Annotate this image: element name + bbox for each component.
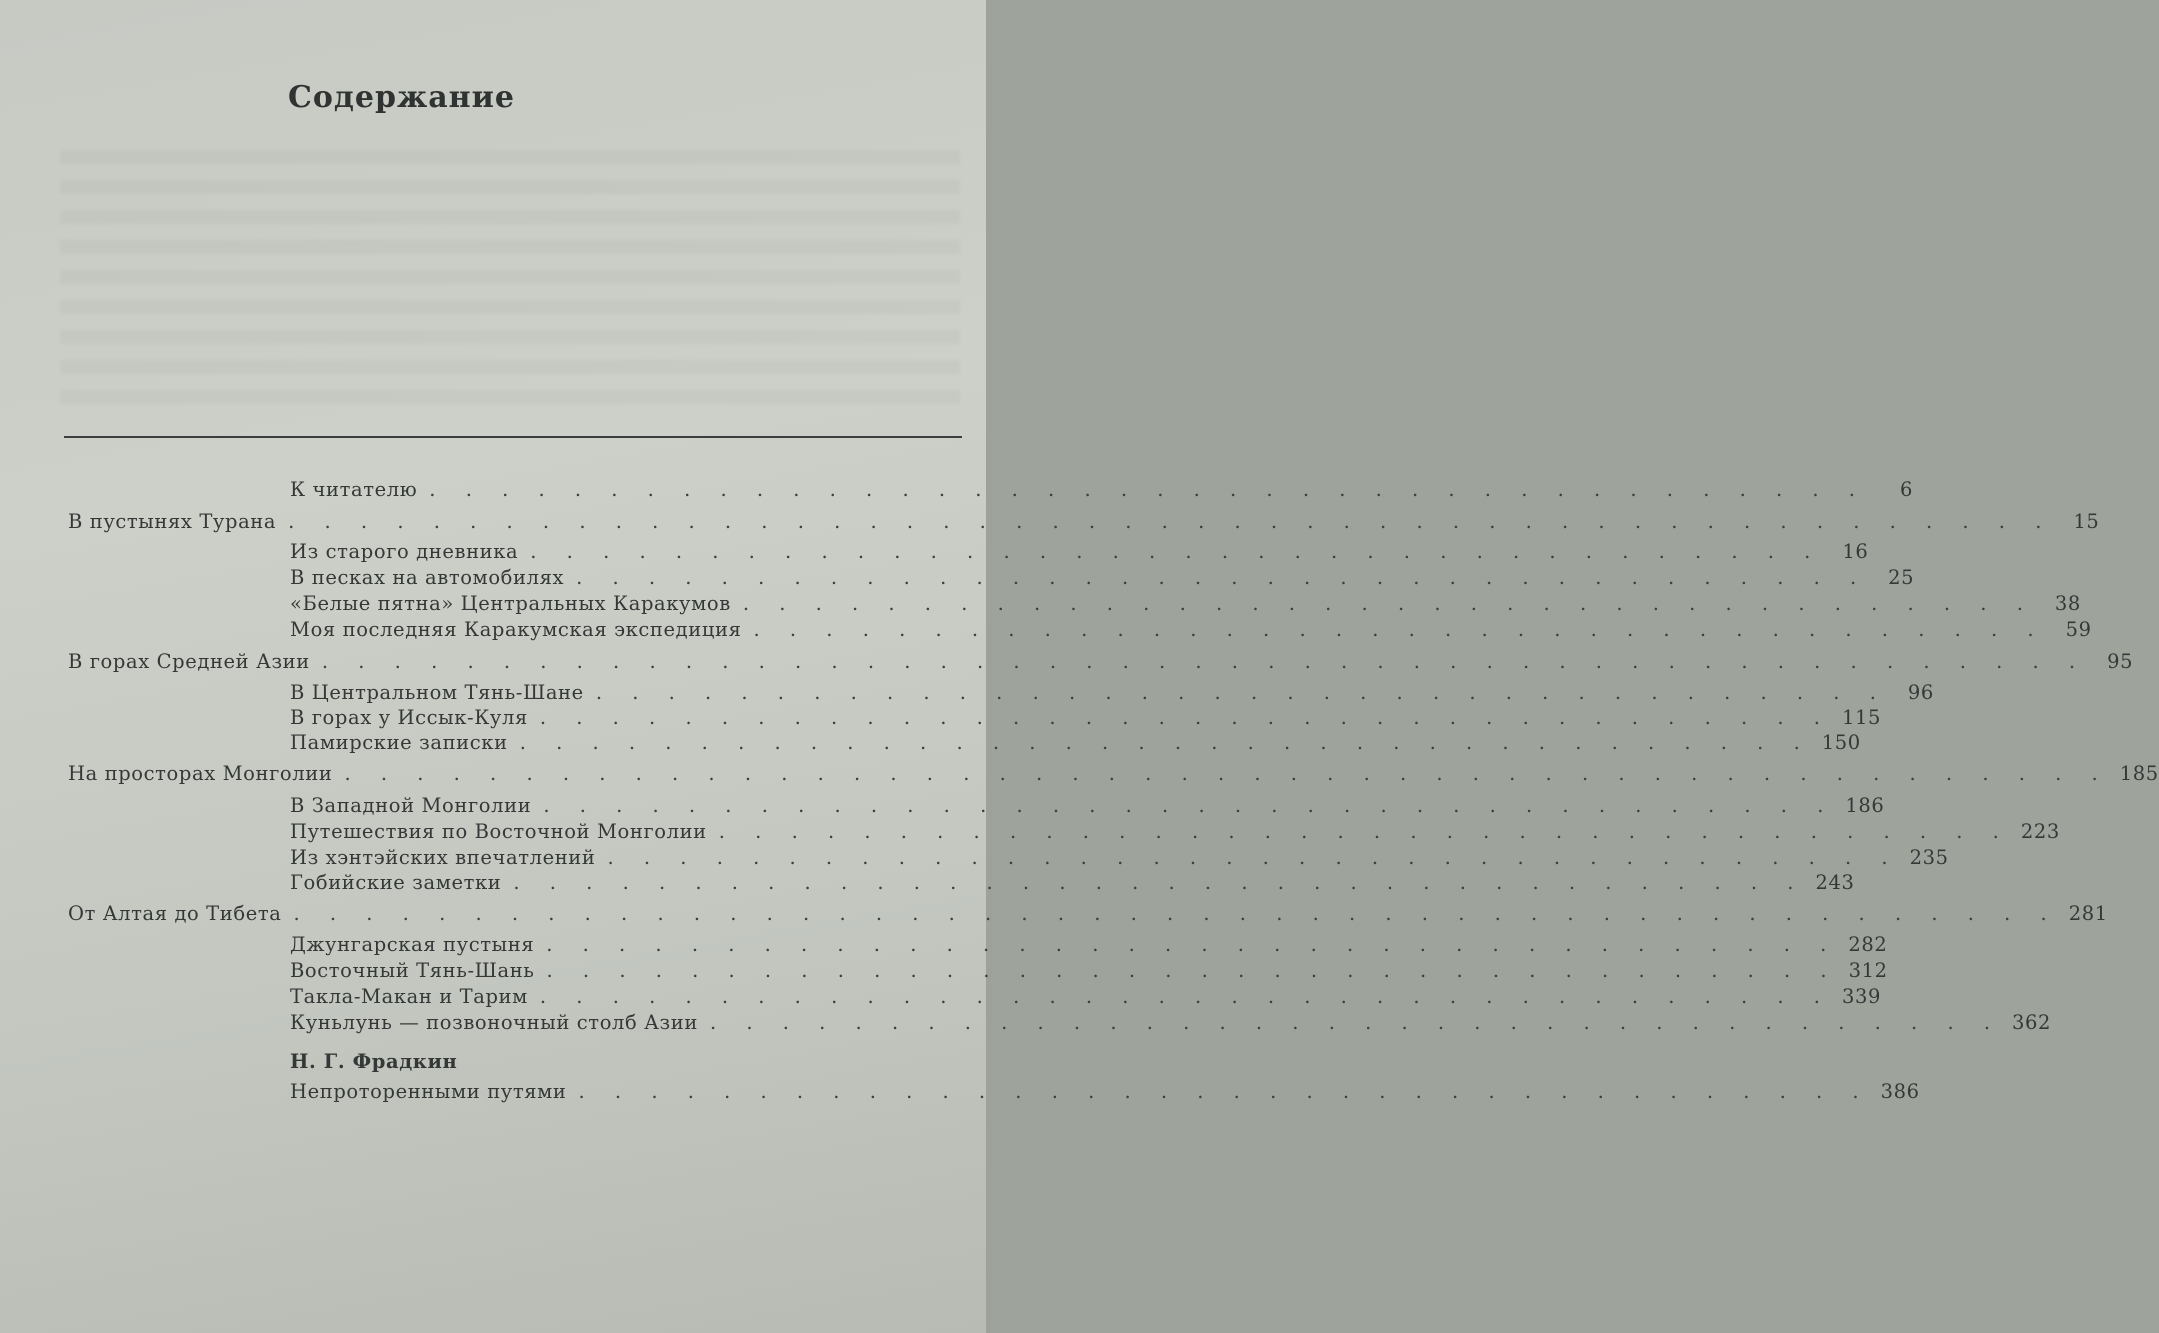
page-number: 243 [1815, 871, 1855, 894]
toc-section [68, 762, 2159, 785]
page-number: 282 [1848, 933, 1888, 956]
dot-leader: . . . . . . . . . . . . . . . . . . . . . . . . . . . . . . . . . . . . [742, 592, 2035, 615]
toc-entry [290, 566, 1915, 589]
toc-section [68, 650, 2134, 673]
afterword-author: Н. Г. Фрадкин [290, 1050, 458, 1073]
page-number: 15 [2073, 510, 2100, 533]
dot-leader: . . . . . . . . . . . . . . . . . . . . . . . . . . . . . . . . . . . . [709, 1011, 2003, 1034]
section-title: От Алтая до Тибета [68, 902, 282, 925]
toc-entry [290, 681, 1934, 704]
entry-title: «Белые пятна» Центральных Каракумов [290, 592, 731, 615]
dot-leader: . . . . . . . . . . . . . . . . . . . . . . . . . . . . . . . . . . . . . . . . [429, 478, 1867, 501]
entry-title: Путешествия по Восточной Монголии [290, 820, 707, 843]
toc-section [68, 510, 2100, 533]
entry-title: Восточный Тянь-Шань [290, 959, 535, 982]
dot-leader: . . . . . . . . . . . . . . . . . . . . . . . . . . . . . . . . . . . . . . . . . . . . . . . . . [288, 510, 2054, 533]
entry-title: В Западной Монголии [290, 794, 532, 817]
entry-title: В Центральном Тянь-Шане [290, 681, 584, 704]
page-number: 339 [1842, 985, 1882, 1008]
page-number: 115 [1841, 706, 1881, 729]
dot-leader: . . . . . . . . . . . . . . . . . . . . . . . . . . . . . . . . . . . . [578, 1080, 1871, 1103]
page-number: 185 [2119, 762, 2159, 785]
toc-entry [290, 592, 2081, 615]
entry-title: Куньлунь — позвоночный столб Азии [290, 1011, 698, 1034]
entry-title: Гобийские заметки [290, 871, 502, 894]
section-title: На просторах Монголии [68, 762, 333, 785]
page-number: 38 [2054, 592, 2081, 615]
page-number: 223 [2020, 820, 2060, 843]
toc-entry [290, 731, 1861, 754]
dot-leader: . . . . . . . . . . . . . . . . . . . . . . . . . . . . . . . . . . . . [519, 731, 1812, 754]
toc-entry [290, 820, 2060, 843]
dot-leader: . . . . . . . . . . . . . . . . . . . . . . . . . . . . . . . . . . . . [576, 566, 1869, 589]
dot-leader: . . . . . . . . . . . . . . . . . . . . . . . . . . . . . . . . . . . . [607, 846, 1900, 869]
section-title: В горах Средней Азии [68, 650, 310, 673]
entry-title: Из старого дневника [290, 540, 519, 563]
toc-entry [290, 706, 1881, 729]
toc-entry [290, 933, 1888, 956]
page-number: 6 [1899, 478, 1913, 501]
dot-leader: . . . . . . . . . . . . . . . . . . . . . . . . . . . . . . . . . . . . [546, 933, 1839, 956]
page-number: 312 [1848, 959, 1888, 982]
dot-leader: . . . . . . . . . . . . . . . . . . . . . . . . . . . . . . . . . . . . . . . . . . . . . . . . . [293, 902, 2059, 925]
dot-leader: . . . . . . . . . . . . . . . . . . . . . . . . . . . . . . . . . . . . . . . . . . . . . . . . . [321, 650, 2088, 673]
page-title: Содержание [288, 80, 515, 115]
dot-leader: . . . . . . . . . . . . . . . . . . . . . . . . . . . . . . . . . . . . [539, 985, 1832, 1008]
dot-leader: . . . . . . . . . . . . . . . . . . . . . . . . . . . . . . . . . . . . [539, 706, 1832, 729]
page-number: 16 [1842, 540, 1869, 563]
entry-title: В песках на автомобилях [290, 566, 565, 589]
entry-title: Непроторенными путями [290, 1080, 567, 1103]
page-number: 25 [1888, 566, 1915, 589]
dot-leader: . . . . . . . . . . . . . . . . . . . . . . . . . . . . . . . . . . . . [718, 820, 2011, 843]
entry-title: Памирские записки [290, 731, 508, 754]
dot-leader: . . . . . . . . . . . . . . . . . . . . . . . . . . . . . . . . . . . . [753, 618, 2046, 641]
toc-entry-intro [290, 478, 1913, 501]
dot-leader: . . . . . . . . . . . . . . . . . . . . . . . . . . . . . . . . . . . . [543, 794, 1836, 817]
toc-entry [290, 846, 1949, 869]
toc-entry [290, 794, 1885, 817]
dot-leader: . . . . . . . . . . . . . . . . . . . . . . . . . . . . . . . . . . . . [595, 681, 1888, 704]
toc-entry [290, 959, 1888, 982]
toc-entry [290, 618, 2092, 641]
toc-entry [290, 985, 1882, 1008]
page-number: 59 [2065, 618, 2092, 641]
dot-leader: . . . . . . . . . . . . . . . . . . . . . . . . . . . . . . . . . . . . [513, 871, 1806, 894]
toc-entry [290, 1011, 2052, 1034]
toc-entry-afterword [290, 1080, 1920, 1103]
page-number: 281 [2068, 902, 2108, 925]
page-number: 362 [2012, 1011, 2052, 1034]
entry-title: Джунгарская пустыня [290, 933, 535, 956]
toc-entry [290, 871, 1855, 894]
page-number: 95 [2107, 650, 2134, 673]
page-number: 96 [1907, 681, 1934, 704]
dot-leader: . . . . . . . . . . . . . . . . . . . . . . . . . . . . . . . . . . . . [530, 540, 1823, 563]
toc-section [68, 902, 2108, 925]
dot-leader: . . . . . . . . . . . . . . . . . . . . . . . . . . . . . . . . . . . . . . . . . . . . . . . . . [344, 762, 2110, 785]
entry-title: Моя последняя Каракумская экспедиция [290, 618, 742, 641]
page-number: 386 [1880, 1080, 1920, 1103]
page-number: 150 [1821, 731, 1861, 754]
page-number: 235 [1909, 846, 1949, 869]
page-number: 186 [1845, 794, 1885, 817]
dot-leader: . . . . . . . . . . . . . . . . . . . . . . . . . . . . . . . . . . . . [546, 959, 1839, 982]
entry-title: Из хэнтэйских впечатлений [290, 846, 596, 869]
entry-title: В горах у Иссык-Куля [290, 706, 528, 729]
toc-entry [290, 540, 1869, 563]
entry-title: Такла-Макан и Тарим [290, 985, 528, 1008]
entry-title: К читателю [290, 478, 418, 501]
section-title: В пустынях Турана [68, 510, 277, 533]
